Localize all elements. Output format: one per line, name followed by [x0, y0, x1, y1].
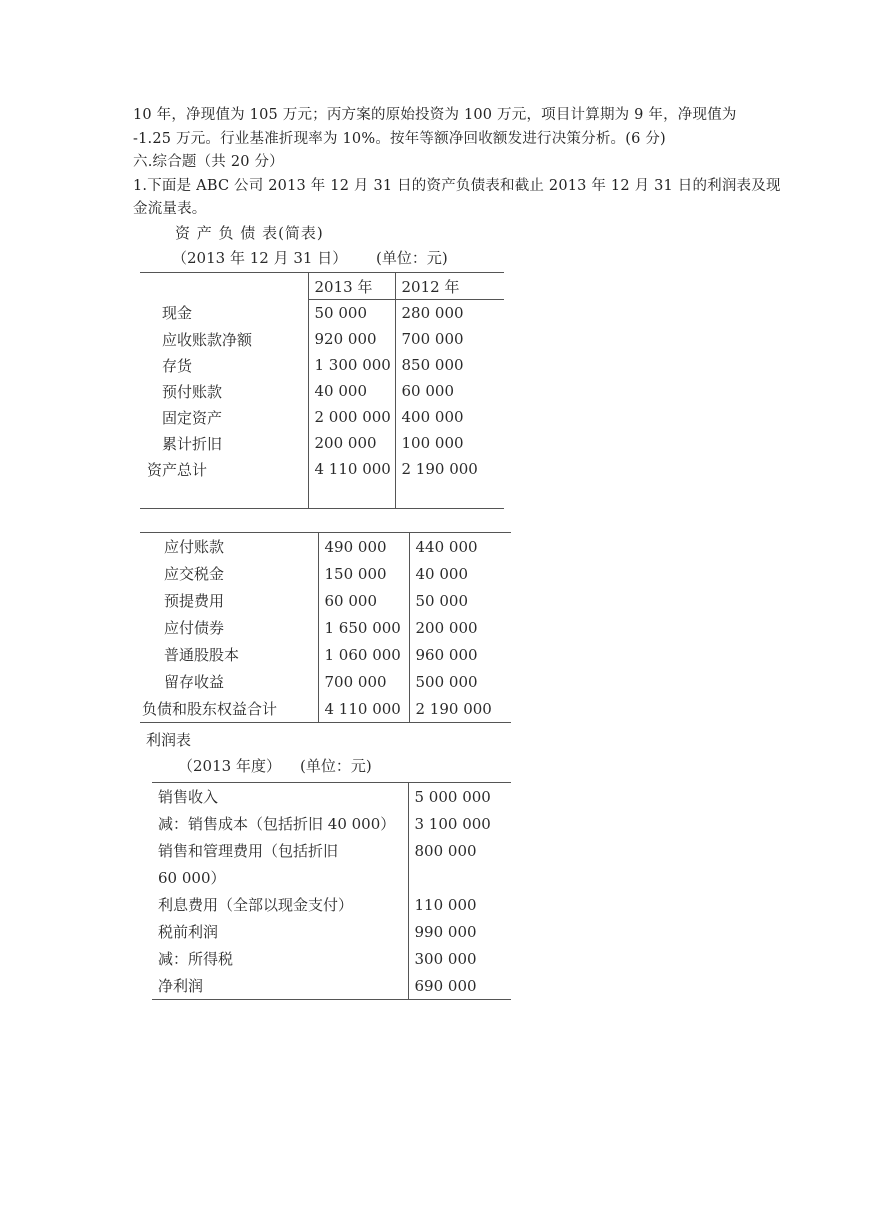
assets-header-row — [140, 273, 504, 300]
value-2013: 700 000 — [318, 668, 409, 695]
table-row — [152, 837, 511, 864]
value-2012: 280 000 — [395, 300, 504, 327]
table-row — [152, 972, 511, 1000]
balance-sheet-title: 资 产 负 债 表(简表) — [175, 224, 324, 242]
row-value: 990 000 — [408, 918, 511, 945]
row-label: 累计折旧 — [162, 434, 223, 453]
table-row — [140, 404, 504, 430]
row-label: 销售收入 — [158, 788, 219, 806]
value-2013: 1 650 000 — [318, 614, 409, 641]
table-row — [140, 587, 511, 614]
row-value: 690 000 — [408, 972, 511, 1000]
row-label: 负债和股东权益合计 — [142, 700, 278, 718]
table-row — [140, 641, 511, 668]
value-2013: 4 110 000 — [308, 456, 395, 482]
table-row — [140, 533, 511, 561]
row-value: 800 000 — [408, 837, 511, 864]
table-row — [140, 456, 504, 482]
income-table — [152, 782, 511, 1000]
table-row — [140, 430, 504, 456]
value-2012: 400 000 — [395, 404, 504, 430]
row-label: 预提费用 — [164, 592, 225, 610]
table-row — [152, 891, 511, 918]
intro-line-1: 10 年，净现值为 105 万元；丙方案的原始投资为 100 万元，项目计算期为 9 年，净现值为 — [133, 107, 737, 123]
row-label: 税前利润 — [158, 923, 219, 941]
value-2013: 40 000 — [308, 378, 395, 404]
value-2012: 960 000 — [409, 641, 511, 668]
row-label: 留存收益 — [164, 673, 225, 691]
table-row — [140, 378, 504, 404]
table-row — [140, 668, 511, 695]
row-label: 应付账款 — [164, 538, 225, 556]
table-row — [152, 945, 511, 972]
row-label: 应付债券 — [164, 619, 225, 637]
table-row — [140, 326, 504, 352]
value-2013: 1 300 000 — [308, 352, 395, 378]
value-2012: 60 000 — [395, 378, 504, 404]
row-label: 现金 — [162, 304, 193, 323]
row-value: 110 000 — [408, 891, 511, 918]
value-2012: 200 000 — [409, 614, 511, 641]
table-row — [152, 810, 511, 837]
intro-line-2: -1.25 万元。行业基准折现率为 10%。按年等额净回收额发进行决策分析。(6 分) — [133, 131, 666, 147]
row-value: 300 000 — [408, 945, 511, 972]
value-2013: 50 000 — [308, 300, 395, 327]
value-2012: 40 000 — [409, 560, 511, 587]
row-value — [408, 864, 511, 891]
value-2013: 1 060 000 — [318, 641, 409, 668]
table-row — [140, 352, 504, 378]
row-label: 60 000） — [158, 869, 226, 887]
table-row — [152, 864, 511, 891]
row-label: 存货 — [162, 356, 193, 375]
value-2013: 2 000 000 — [308, 404, 395, 430]
assets-table — [140, 272, 504, 509]
value-2012: 2 190 000 — [409, 695, 511, 723]
table-row — [140, 614, 511, 641]
value-2013: 490 000 — [318, 533, 409, 561]
value-2013: 4 110 000 — [318, 695, 409, 723]
table-row — [152, 918, 511, 945]
row-value: 5 000 000 — [408, 783, 511, 811]
col-2013-header: 2013 年 — [308, 273, 395, 300]
value-2012: 500 000 — [409, 668, 511, 695]
row-label: 减：销售成本（包括折旧 40 000） — [158, 815, 396, 833]
balance-sheet-unit: (单位：元) — [376, 249, 448, 267]
value-2012: 2 190 000 — [395, 456, 504, 482]
table-row — [140, 560, 511, 587]
row-value: 3 100 000 — [408, 810, 511, 837]
value-2012: 100 000 — [395, 430, 504, 456]
value-2013: 920 000 — [308, 326, 395, 352]
liabilities-table — [140, 532, 511, 723]
row-label: 应交税金 — [164, 565, 225, 583]
row-label: 减：所得税 — [158, 950, 234, 968]
value-2012: 440 000 — [409, 533, 511, 561]
income-statement-unit: (单位：元) — [300, 757, 372, 775]
income-statement-title: 利润表 — [146, 731, 192, 749]
section-heading: 六.综合题（共 20 分） — [133, 154, 284, 170]
row-label: 应收账款净额 — [162, 330, 253, 349]
table-row — [140, 482, 504, 509]
value-2012: 700 000 — [395, 326, 504, 352]
value-2012: 50 000 — [409, 587, 511, 614]
value-2013: 200 000 — [308, 430, 395, 456]
col-2012-header: 2012 年 — [395, 273, 504, 300]
row-label: 预付账款 — [162, 382, 223, 401]
table-row — [152, 783, 511, 811]
table-row — [140, 695, 511, 723]
row-label: 普通股股本 — [164, 646, 240, 664]
row-label: 利息费用（全部以现金支付） — [158, 896, 354, 914]
balance-sheet-date: （2013 年 12 月 31 日） — [172, 249, 348, 267]
income-statement-period: （2013 年度） — [178, 757, 281, 775]
row-label: 固定资产 — [162, 408, 223, 427]
row-label: 资产总计 — [147, 460, 208, 479]
value-2013: 150 000 — [318, 560, 409, 587]
question-1-line-1: 1.下面是 ABC 公司 2013 年 12 月 31 日的资产负债表和截止 2013 年 12 月 31 日的利润表及现 — [133, 178, 781, 194]
row-label: 销售和管理费用（包括折旧 — [158, 842, 339, 860]
row-label: 净利润 — [158, 977, 204, 995]
question-1-line-2: 金流量表。 — [133, 201, 207, 217]
table-row — [140, 300, 504, 327]
value-2013: 60 000 — [318, 587, 409, 614]
value-2012: 850 000 — [395, 352, 504, 378]
